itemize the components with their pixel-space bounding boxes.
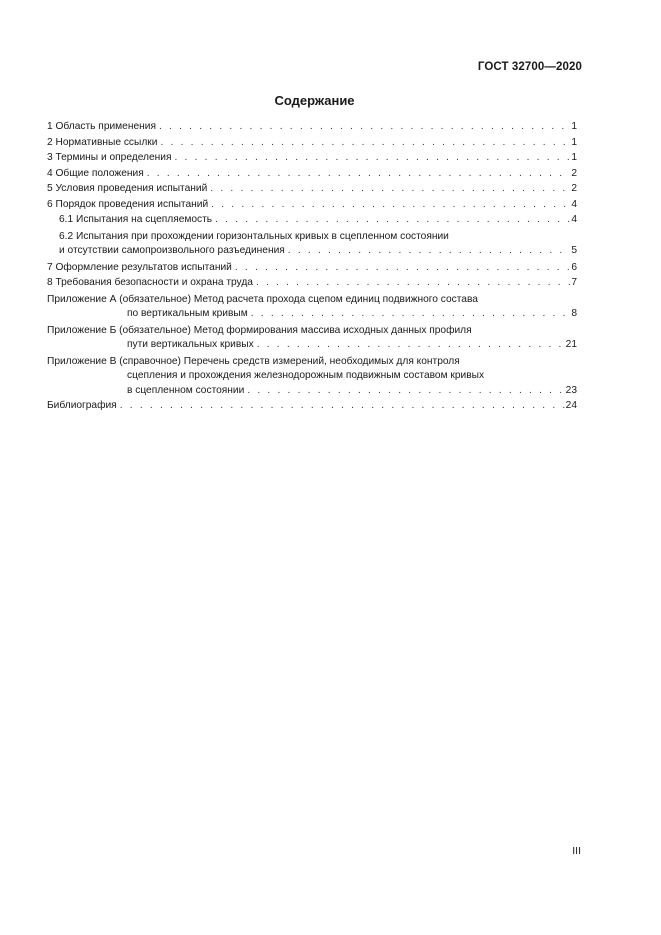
toc-entry-text: и отсутствии самопроизвольного разъединения	[59, 245, 285, 256]
dot-leader	[215, 213, 570, 228]
toc-entry-text: Приложение Б (обязательное) Метод формирования массива исходных данных профиля	[47, 324, 472, 336]
table-of-contents	[47, 120, 577, 414]
toc-entry-label	[47, 136, 571, 151]
toc-page-number: 6	[571, 261, 577, 273]
toc-page-number: 8	[571, 308, 577, 319]
toc-entry-appendix-v[interactable]	[47, 355, 577, 399]
toc-entry-6-1[interactable]	[47, 213, 577, 228]
toc-entry-label	[47, 324, 566, 353]
toc-page-number: 5	[571, 245, 577, 256]
toc-entry-2[interactable]	[47, 136, 577, 151]
dot-leader	[120, 399, 565, 414]
toc-entry-text: 6.1 Испытания на сцепляемость	[59, 214, 213, 225]
toc-entry-label	[47, 120, 571, 135]
toc-page-number: 7	[571, 277, 577, 288]
toc-entry-label	[47, 355, 566, 399]
toc-entry-label	[47, 182, 571, 197]
toc-entry-label	[59, 213, 571, 228]
page-number: III	[572, 845, 581, 857]
toc-page-number: 24	[565, 400, 577, 411]
toc-page-number: 1	[571, 121, 577, 132]
toc-page-number: 1	[571, 152, 577, 163]
toc-entry-label	[47, 198, 571, 213]
dot-leader	[147, 167, 571, 182]
toc-entry-text: 7 Оформление результатов испытаний	[47, 261, 232, 273]
toc-entry-label	[47, 293, 571, 322]
toc-entry-text: 2 Нормативные ссылки	[47, 136, 158, 148]
toc-entry-text: пути вертикальных кривых	[127, 339, 254, 350]
toc-entry-text: 3 Термины и определения	[47, 152, 172, 163]
toc-entry-8[interactable]	[47, 276, 577, 291]
dot-leader	[256, 276, 570, 291]
toc-entry-text: Приложение А (обязательное) Метод расчета прохода сцепом единиц подвижного состава	[47, 293, 478, 305]
toc-entry-text: в сцепленном состоянии	[127, 384, 245, 396]
toc-entry-text: 4 Общие положения	[47, 167, 144, 179]
toc-entry-7[interactable]	[47, 261, 577, 276]
toc-entry-5[interactable]	[47, 182, 577, 197]
toc-page-number: 2	[571, 167, 577, 179]
toc-entry-text: 5 Условия проведения испытаний	[47, 183, 208, 194]
toc-page-number: 4	[571, 214, 577, 225]
toc-entry-bibliography[interactable]	[47, 399, 577, 414]
toc-entry-6[interactable]	[47, 198, 577, 213]
toc-entry-text: 6 Порядок проведения испытаний	[47, 198, 209, 210]
toc-entry-label	[47, 399, 566, 414]
dot-leader	[211, 198, 570, 213]
toc-page-number: 4	[571, 198, 577, 210]
toc-entry-text: 8 Требования безопасности и охрана труда	[47, 277, 253, 288]
toc-entry-1[interactable]	[47, 120, 577, 135]
toc-entry-text: сцепления и прохождения железнодорожным подвижным составом кривых	[127, 370, 485, 381]
toc-entry-3[interactable]	[47, 151, 577, 166]
dot-leader	[251, 307, 571, 322]
toc-page-number: 21	[565, 339, 577, 350]
toc-entry-text: 6.2 Испытания при прохождении горизонтальных кривых в сцепленном состоянии	[59, 230, 449, 242]
dot-leader	[174, 151, 570, 166]
toc-entry-text: по вертикальным кривым	[127, 308, 248, 319]
dot-leader	[235, 261, 570, 276]
dot-leader	[210, 182, 570, 197]
dot-leader	[159, 120, 570, 135]
toc-entry-label	[47, 167, 571, 182]
toc-entry-text: Приложение В (справочное) Перечень средств измерений, необходимых для контроля	[47, 355, 460, 367]
toc-entry-appendix-a[interactable]	[47, 293, 577, 322]
toc-page-number: 23	[565, 384, 577, 396]
toc-entry-label	[47, 276, 571, 291]
dot-leader	[160, 136, 570, 151]
toc-page-number: 2	[571, 183, 577, 194]
dot-leader	[247, 384, 564, 399]
toc-entry-text: 1 Область применения	[47, 121, 156, 132]
dot-leader	[288, 244, 571, 259]
toc-page-number: 1	[571, 136, 577, 148]
page-title: Содержание	[274, 93, 355, 108]
toc-entry-label	[47, 261, 571, 276]
toc-entry-label	[47, 151, 571, 166]
toc-entry-label	[59, 230, 571, 259]
document-code: ГОСТ 32700—2020	[477, 61, 582, 73]
toc-entry-6-2[interactable]	[47, 230, 577, 259]
dot-leader	[257, 338, 565, 353]
toc-entry-text: Библиография	[47, 400, 117, 411]
toc-entry-4[interactable]	[47, 167, 577, 182]
toc-entry-appendix-b[interactable]	[47, 324, 577, 353]
